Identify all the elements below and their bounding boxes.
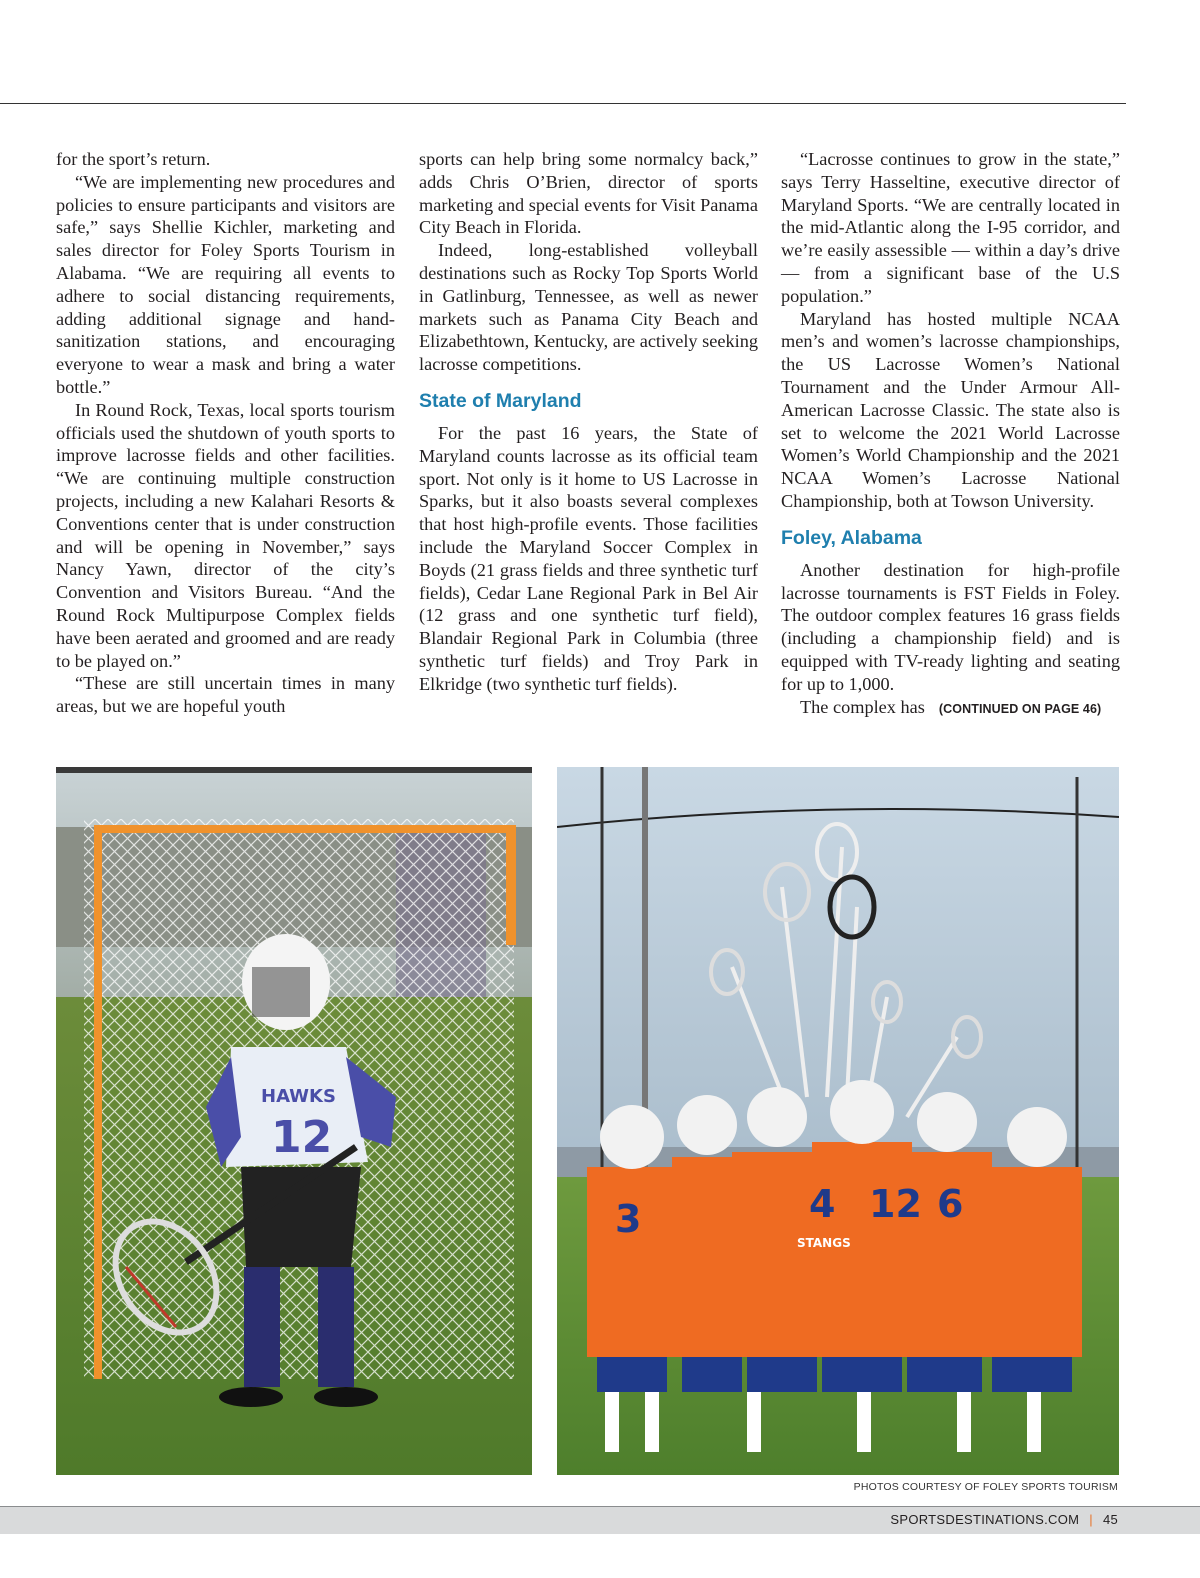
page-number: 45 xyxy=(1102,1512,1118,1527)
paragraph: “These are still uncertain times in many areas, but we are hopeful youth xyxy=(56,673,395,717)
header-rule xyxy=(0,103,1126,104)
team-jersey-number: 6 xyxy=(937,1182,964,1226)
paragraph: In Round Rock, Texas, local sports tourism officials used the shutdown of youth sports to improve lacrosse fields and other facilities. “We are continuing multiple construction projects, including a new Kalahari Resorts & Conventions center that is under construction and will be opening in November,” says Nancy Yawn, director of the city’s Convention and Visitors Bureau. “And the Round Rock Multipurpose Complex fields have been aerated and groomed and are ready to be played on.” xyxy=(56,399,395,671)
section-heading-maryland: State of Maryland xyxy=(419,389,582,412)
article-column-1 xyxy=(56,148,395,718)
photo-team-huddle xyxy=(557,767,1119,1475)
article-column-3 xyxy=(781,148,1120,720)
paragraph-last-line xyxy=(781,696,1120,721)
team-jersey-number: 3 xyxy=(615,1197,642,1241)
footer-site-link[interactable]: SPORTSDESTINATIONS.COM xyxy=(890,1512,1080,1527)
paragraph: “We are implementing new procedures and policies to ensure participants and visitors are safe,” says Shellie Kichler, marketing and sales director for Foley Sports Tourism in Alabama. “We are requiring all events to adhere to social distancing requirements, adding additional signage and hand-sanitization stations, and encouraging everyone to wear a mask and bring a water bottle.” xyxy=(56,171,395,397)
footer xyxy=(890,1512,1118,1527)
team-jersey-text: STANGS xyxy=(797,1236,851,1250)
photo-credit: PHOTOS COURTESY OF FOLEY SPORTS TOURISM xyxy=(853,1481,1118,1493)
paragraph: “Lacrosse continues to grow in the state,” says Terry Hasseltine, executive director of Maryland Sports. “We are centrally located in the mid-Atlantic along the I-95 corridor, and we’re easily assessible — within a day’s drive — from a significant base of the U.S population.” xyxy=(781,149,1120,306)
continued-jump-link[interactable]: (CONTINUED ON PAGE 46) xyxy=(938,701,1102,716)
paragraph-text: The complex has xyxy=(800,696,925,717)
paragraph: Indeed, long-established volleyball destinations such as Rocky Top Sports World in Gatlinburg, Tennessee, as well as newer markets such as Panama City Beach and Elizabethtown, Kentucky, are actively seeking lacrosse competitions. xyxy=(419,240,758,375)
article-column-2 xyxy=(419,148,758,696)
paragraph: for the sport’s return. xyxy=(56,149,211,169)
footer-separator: | xyxy=(1089,1512,1093,1527)
photo-goalie xyxy=(56,767,532,1475)
team-jersey-number: 4 xyxy=(809,1182,836,1226)
paragraph: sports can help bring some normalcy back,” adds Chris O’Brien, director of sports marketing and special events for Visit Panama City Beach in Florida. xyxy=(419,149,758,238)
paragraph: Another destination for high-profile lacrosse tournaments is FST Fields in Foley. The outdoor complex features 16 grass fields (including a championship field) and is equipped with TV-ready lighting and seating for up to 1,000. xyxy=(781,559,1120,694)
team-jersey-number: 12 xyxy=(869,1182,922,1226)
paragraph: Maryland has hosted multiple NCAA men’s and women’s lacrosse championships, the US Lacrosse Women’s National Tournament and the Under Armour All-American Lacrosse Classic. The state also is set to welcome the 2021 World Lacrosse Women’s World Championship and the 2021 NCAA Women’s Lacrosse National Championship, both at Towson University. xyxy=(781,308,1120,511)
section-heading-foley: Foley, Alabama xyxy=(781,526,922,549)
paragraph: For the past 16 years, the State of Maryland counts lacrosse as its official team sport. Not only is it home to US Lacrosse in Sparks, but it also boasts several complexes that host high-profile events. Those facilities include the Maryland Soccer Complex in Boyds (21 grass fields and three synthetic turf fields), Cedar Lane Regional Park in Bel Air (12 grass and one synthetic turf field), Blandair Regional Park in Columbia (three synthetic turf fields) and Troy Park in Elkridge (two synthetic turf fields). xyxy=(419,422,758,694)
goalie-jersey-text: HAWKS xyxy=(261,1086,336,1107)
goalie-jersey-number: 12 xyxy=(271,1112,333,1163)
